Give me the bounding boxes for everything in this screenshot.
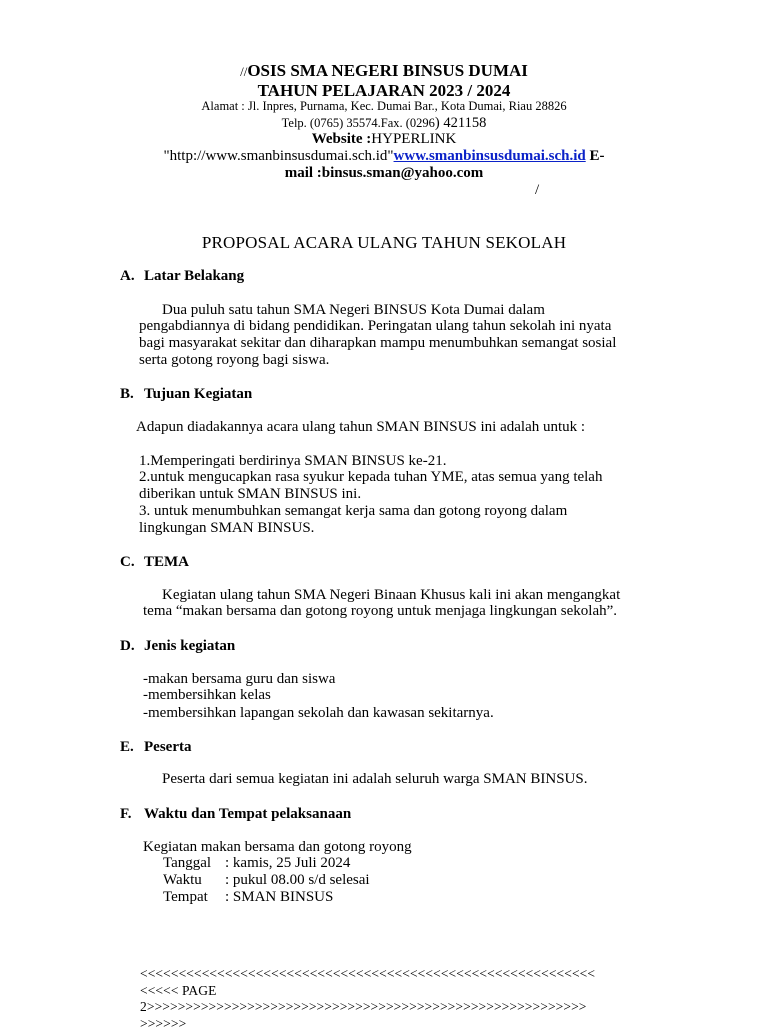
section-e-line: Peserta dari semua kegiatan ini adalah seluruh warga SMAN BINSUS. <box>162 771 588 787</box>
schedule-row-place <box>163 889 333 906</box>
section-c-line: tema “makan bersama dan gotong royong untuk menjaga lingkungan sekolah”. <box>143 603 618 619</box>
section-f-letter: F. <box>120 806 132 822</box>
section-b-heading <box>120 385 252 403</box>
section-e-heading <box>120 738 191 756</box>
schedule-row-date <box>163 855 350 872</box>
school-phone <box>0 115 768 131</box>
section-a-letter: A. <box>120 268 135 284</box>
section-e-title: Peserta <box>144 739 192 755</box>
section-c-letter: C. <box>120 554 135 570</box>
schedule-value: : kamis, 25 Juli 2024 <box>225 855 351 871</box>
section-d-line: -makan bersama guru dan siswa <box>143 671 336 687</box>
section-b-intro: Adapun diadakannya acara ulang tahun SMAN BINSUS ini adalah untuk : <box>136 419 586 435</box>
page-marker-line: 2>>>>>>>>>>>>>>>>>>>>>>>>>>>>>>>>>>>>>>>>>>>>>>>>>>>>>>>>> <box>140 999 587 1014</box>
school-address: Alamat : Jl. Inpres, Purnama, Kec. Dumai Bar., Kota Dumai, Riau 28826 <box>201 99 567 113</box>
section-f-title: Waktu dan Tempat pelaksanaan <box>144 806 352 822</box>
trailing-slash: / <box>535 182 540 198</box>
schedule-label: Tempat <box>163 889 208 905</box>
section-b-title: Tujuan Kegiatan <box>144 386 253 402</box>
section-b-line: diberikan untuk SMAN BINSUS ini. <box>139 486 362 502</box>
website-field-url: "http://www.smanbinsusdumai.sch.id" <box>163 148 394 164</box>
page-marker-line: >>>>>> <box>140 1016 187 1031</box>
section-a-line: bagi masyarakat sekitar dan diharapkan mampu menumbuhkan semangat sosial <box>139 335 617 351</box>
schedule-row-time <box>163 872 370 889</box>
schedule-value: : pukul 08.00 s/d selesai <box>225 872 370 888</box>
phone-prefix: Telp. (0765) 35574.Fax. (0296 <box>281 116 435 130</box>
section-a-line: Dua puluh satu tahun SMA Negeri BINSUS Kota Dumai dalam <box>162 302 545 318</box>
section-e-letter: E. <box>120 739 134 755</box>
section-d-line: -membersihkan kelas <box>143 687 271 703</box>
section-c-title: TEMA <box>144 554 189 570</box>
phone-suffix: ) 421158 <box>434 115 487 131</box>
header-prefix: // <box>240 64 248 79</box>
section-c-heading <box>120 553 189 571</box>
section-b-line: 1.Memperingati berdirinya SMAN BINSUS ke-21. <box>139 453 447 469</box>
section-b-line: 2.untuk mengucapkan rasa syukur kepada tuhan YME, atas semua yang telah <box>139 469 603 485</box>
schedule-label: Waktu <box>163 872 202 888</box>
email-label-start: E- <box>585 148 605 164</box>
website-label: Website : <box>311 131 372 147</box>
section-b-line: lingkungan SMAN BINSUS. <box>139 520 315 536</box>
website-url-line <box>0 148 768 165</box>
page-marker-line: <<<<<<<<<<<<<<<<<<<<<<<<<<<<<<<<<<<<<<<<<<<<<<<<<<<<<<<<<<< <box>140 966 596 981</box>
website-link[interactable]: www.smanbinsusdumai.sch.id <box>393 148 586 164</box>
section-b-line: 3. untuk menumbuhkan semangat kerja sama dan gotong royong dalam <box>139 503 568 519</box>
document-title: PROPOSAL ACARA ULANG TAHUN SEKOLAH <box>201 233 567 252</box>
section-b-letter: B. <box>120 386 134 402</box>
website-field-code: HYPERLINK <box>371 131 457 147</box>
section-c-line: Kegiatan ulang tahun SMA Negeri Binaan Khusus kali ini akan mengangkat <box>162 587 621 603</box>
school-name: OSIS SMA NEGERI BINSUS DUMAI <box>247 61 528 80</box>
website-line <box>0 131 768 148</box>
section-a-line: pengabdiannya di bidang pendidikan. Peringatan ulang tahun sekolah ini nyata <box>139 318 612 334</box>
section-f-heading <box>120 805 351 823</box>
section-a-line: serta gotong royong bagi siswa. <box>139 352 330 368</box>
email-line: mail :binsus.sman@yahoo.com <box>284 165 484 181</box>
section-d-heading <box>120 637 235 655</box>
page-marker-line: <<<<< PAGE <box>140 983 217 998</box>
schedule-value: : SMAN BINSUS <box>225 889 334 905</box>
section-a-heading <box>120 267 244 285</box>
school-name-line <box>0 61 768 82</box>
section-a-title: Latar Belakang <box>144 268 245 284</box>
section-d-letter: D. <box>120 638 135 654</box>
section-d-title: Jenis kegiatan <box>144 638 236 654</box>
schedule-label: Tanggal <box>163 855 212 871</box>
section-d-line: -membersihkan lapangan sekolah dan kawasan sekitarnya. <box>143 705 494 721</box>
section-f-intro: Kegiatan makan bersama dan gotong royong <box>143 839 412 855</box>
school-year: TAHUN PELAJARAN 2023 / 2024 <box>257 81 511 100</box>
